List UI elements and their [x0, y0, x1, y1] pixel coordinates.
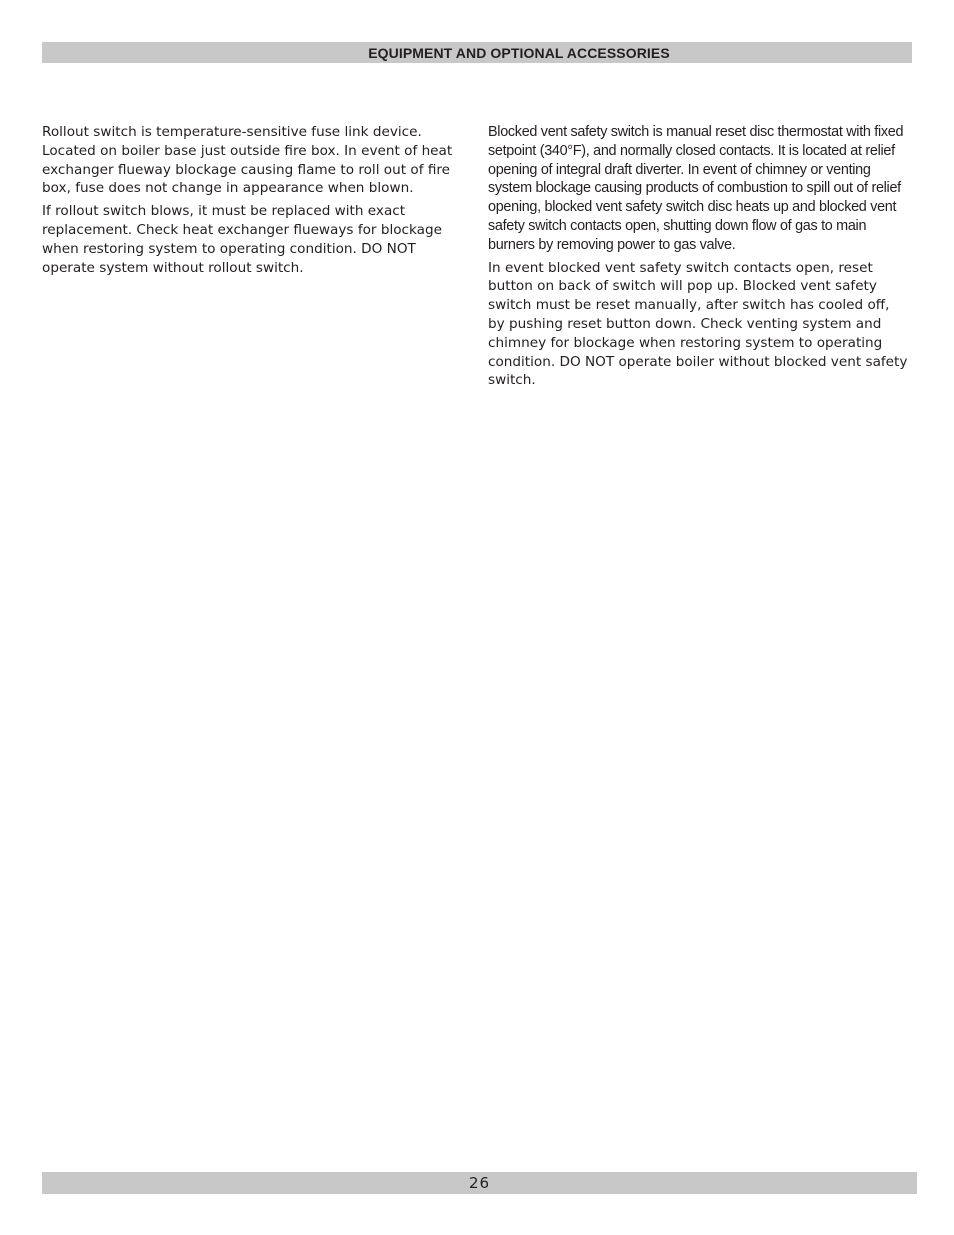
blocked-vent-paragraph-2: In event blocked vent safety switch contacts open, reset button on back of switch will pop up. Blocked vent safety switch must be reset manually, after switch has cooled off, by pushing reset button down. Check venting system and chimney for blockage when restoring system to operating condition. DO NOT operate boiler without blocked vent safety switch.	[488, 259, 908, 389]
section-title: EQUIPMENT AND OPTIONAL ACCESSORIES	[368, 44, 670, 61]
page-footer-bar	[42, 1172, 917, 1194]
rollout-switch-paragraph-2: If rollout switch blows, it must be replaced with exact replacement. Check heat exchanger flueways for blockage when restoring system to operating condition. DO NOT operate system without rollout switch.	[42, 203, 442, 276]
blocked-vent-paragraph-1: Blocked vent safety switch is manual reset disc thermostat with fixed setpoint (340°F), and normally closed contacts. It is located at relief opening of integral draft diverter. In event of chimney or venting system blockage causing products of combustion to spill out of relief opening, blocked vent safety switch disc heats up and blocked vent safety switch contacts open, shutting down flow of gas to main burners by removing power to gas valve.	[488, 124, 904, 253]
page-number: 26	[468, 1174, 491, 1192]
left-text-column	[42, 123, 460, 281]
rollout-switch-paragraph-1: Rollout switch is temperature-sensitive fuse link device. Located on boiler base just outside fire box. In event of heat exchanger flueway blockage causing flame to roll out of fire box, fuse does not change in appearance when blown.	[42, 124, 453, 197]
section-header-bar	[42, 42, 912, 63]
right-text-column	[488, 123, 908, 394]
